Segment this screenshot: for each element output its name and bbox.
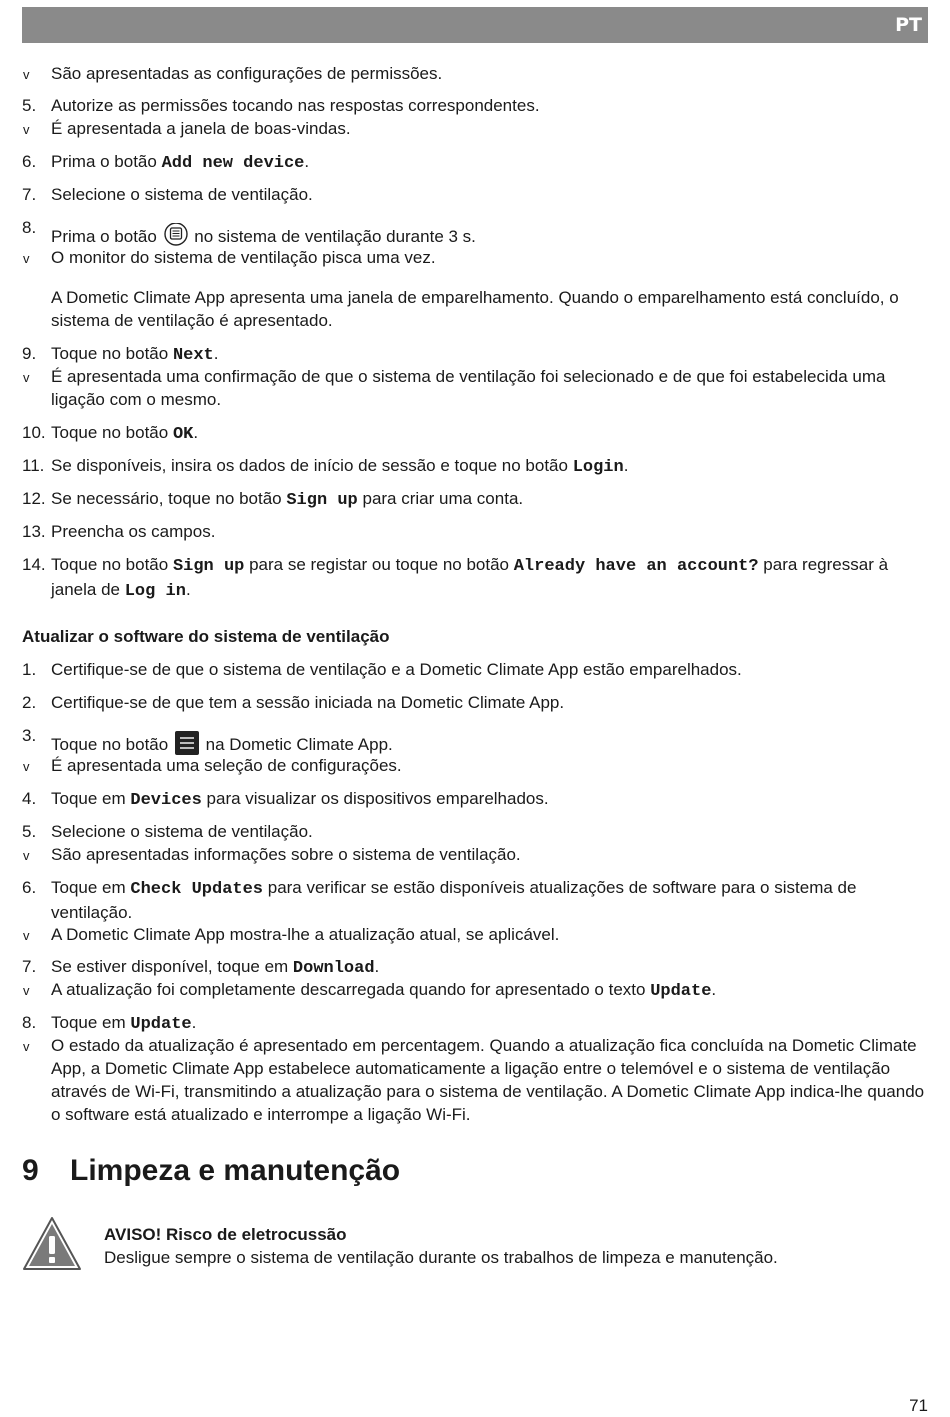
update-label: Update bbox=[130, 1015, 192, 1034]
download-label: Download bbox=[292, 959, 375, 978]
step-text: Prima o botão no sistema de ventilação durante 3 s. bbox=[51, 223, 926, 253]
step-text: Toque no botão na Dometic Climate App. bbox=[51, 731, 926, 761]
result-text: O monitor do sistema de ventilação pisca uma vez. bbox=[51, 248, 436, 267]
result-text: É apresentada uma confirmação de que o sistema de ventilação foi selecionado e de que foi estabelecida uma ligação com o mesmo. bbox=[51, 367, 886, 409]
sign-up-label: Sign up bbox=[286, 491, 358, 510]
result-marker: v bbox=[23, 983, 30, 998]
step-text: Se estiver disponível, toque em Download. bbox=[51, 957, 380, 978]
already-have-account-label: Already have an account? bbox=[513, 557, 759, 576]
step-number: 3. bbox=[22, 726, 37, 745]
result-text: São apresentadas as configurações de permissões. bbox=[51, 64, 443, 83]
step-text: Autorize as permissões tocando nas respostas correspondentes. bbox=[51, 96, 540, 115]
step-text: Prima o botão Add new device. bbox=[51, 152, 310, 173]
result-text: É apresentada uma seleção de configurações. bbox=[51, 756, 402, 775]
result-marker: v bbox=[23, 759, 30, 774]
warning-triangle-icon bbox=[22, 1216, 82, 1278]
result-marker: v bbox=[23, 370, 30, 385]
paragraph-text: A Dometic Climate App apresenta uma janela de emparelhamento. Quando o emparelhamento está concluído, o sistema de ventilação é apresentado. bbox=[51, 288, 899, 330]
step-number: 7. bbox=[22, 185, 37, 204]
step-number: 7. bbox=[22, 957, 37, 976]
result-text: O estado da atualização é apresentado em percentagem. Quando a atualização fica concluída na Dometic Climate App, a Dometic Climate App estabelece automaticamente a ligação entre o telemóvel e o sistema de ventilação através de Wi-Fi, transmitindo a atualização para o sistema de ventilação. A Dometic Climate App indica-lhe quando o software está atualizado e interrompe a ligação Wi-Fi. bbox=[51, 1036, 925, 1124]
add-new-device-label: Add new device bbox=[161, 154, 305, 173]
step-text: Se necessário, toque no botão Sign up para criar uma conta. bbox=[51, 489, 524, 510]
step-text: Selecione o sistema de ventilação. bbox=[51, 185, 313, 204]
log-in-label: Log in bbox=[124, 582, 186, 601]
step-text: Se disponíveis, insira os dados de início de sessão e toque no botão Login. bbox=[51, 456, 629, 477]
check-updates-label: Check Updates bbox=[130, 880, 264, 899]
warning-title: AVISO! Risco de eletrocussão bbox=[104, 1225, 347, 1244]
chapter-heading bbox=[22, 1152, 400, 1190]
step-number: 6. bbox=[22, 152, 37, 171]
step-text: Toque no botão OK. bbox=[51, 423, 199, 444]
result-marker: v bbox=[23, 67, 30, 82]
header-bar bbox=[22, 7, 928, 43]
devices-label: Devices bbox=[130, 791, 202, 810]
login-label: Login bbox=[572, 458, 624, 477]
step-number: 6. bbox=[22, 878, 37, 897]
update-label: Update bbox=[650, 982, 712, 1001]
step-text: Certifique-se de que tem a sessão iniciada na Dometic Climate App. bbox=[51, 693, 565, 712]
step-number: 8. bbox=[22, 218, 37, 237]
result-marker: v bbox=[23, 251, 30, 266]
step-number: 2. bbox=[22, 693, 37, 712]
result-marker: v bbox=[23, 122, 30, 137]
language-code: PT bbox=[895, 14, 922, 36]
page-number: 71 bbox=[909, 1396, 928, 1415]
result-text: É apresentada a janela de boas-vindas. bbox=[51, 119, 351, 138]
step-number: 9. bbox=[22, 344, 37, 363]
step-number: 12. bbox=[22, 489, 46, 508]
step-number: 14. bbox=[22, 555, 46, 574]
result-text: A Dometic Climate App mostra-lhe a atualização atual, se aplicável. bbox=[51, 925, 560, 944]
step-text: Certifique-se de que o sistema de ventilação e a Dometic Climate App estão emparelhados. bbox=[51, 660, 742, 679]
ok-label: OK bbox=[172, 425, 194, 444]
sign-up-label: Sign up bbox=[172, 557, 245, 576]
result-text: São apresentadas informações sobre o sistema de ventilação. bbox=[51, 845, 521, 864]
step-number: 5. bbox=[22, 822, 37, 841]
result-marker: v bbox=[23, 1039, 30, 1054]
result-marker: v bbox=[23, 848, 30, 863]
step-text: Toque em Devices para visualizar os dispositivos emparelhados. bbox=[51, 789, 549, 810]
chapter-number: 9 bbox=[22, 1154, 39, 1187]
step-number: 10. bbox=[22, 423, 46, 442]
step-text: Toque no botão Sign up para se registar ou toque no botão Already have an account? para regressar à janela de Log in. bbox=[51, 555, 889, 601]
warning-text: Desligue sempre o sistema de ventilação durante os trabalhos de limpeza e manutenção. bbox=[104, 1248, 778, 1267]
result-text: A atualização foi completamente descarregada quando for apresentado o texto Update. bbox=[51, 980, 717, 1001]
step-number: 5. bbox=[22, 96, 37, 115]
step-number: 13. bbox=[22, 522, 46, 541]
result-marker: v bbox=[23, 928, 30, 943]
chapter-title: Limpeza e manutenção bbox=[70, 1154, 401, 1187]
step-text: Preencha os campos. bbox=[51, 522, 216, 541]
step-number: 1. bbox=[22, 660, 37, 679]
next-label: Next bbox=[172, 346, 214, 365]
step-text: Toque no botão Next. bbox=[51, 344, 219, 365]
section-heading: Atualizar o software do sistema de ventilação bbox=[22, 627, 390, 646]
step-number: 4. bbox=[22, 789, 37, 808]
step-text: Selecione o sistema de ventilação. bbox=[51, 822, 313, 841]
step-text: Toque em Update. bbox=[51, 1013, 197, 1034]
step-number: 8. bbox=[22, 1013, 37, 1032]
step-text: Toque em Check Updates para verificar se estão disponíveis atualizações de software para o sistema de ventilação. bbox=[51, 878, 857, 922]
step-number: 11. bbox=[22, 456, 45, 475]
